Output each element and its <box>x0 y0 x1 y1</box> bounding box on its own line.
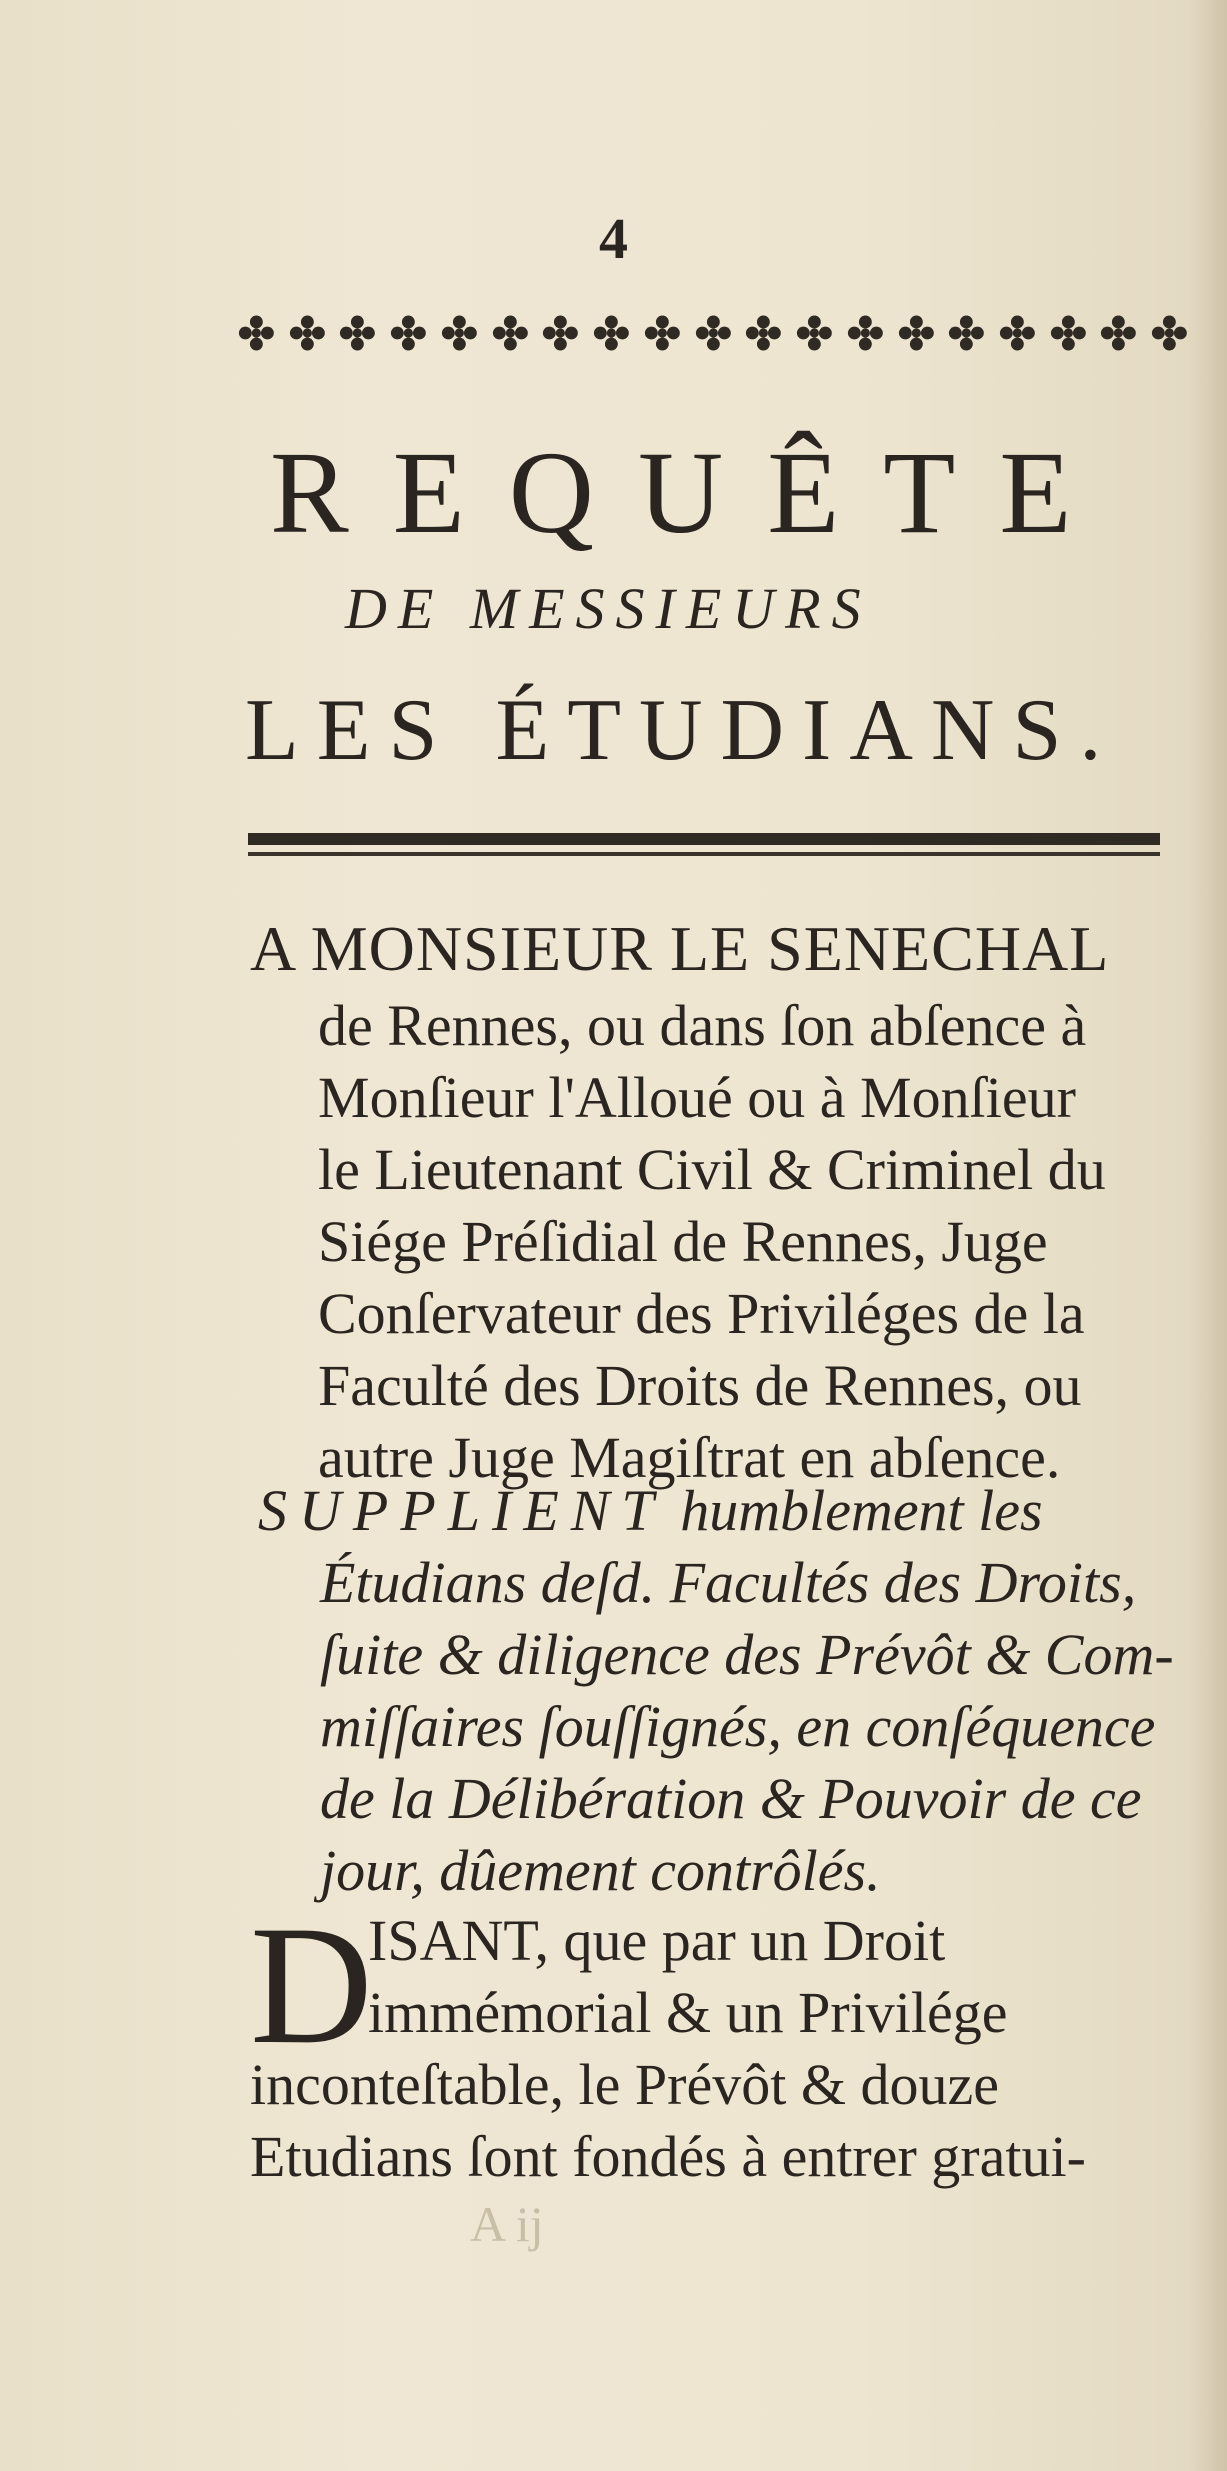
fleuron-ornament-icon <box>745 311 782 355</box>
page-number: 4 <box>599 206 628 271</box>
fleuron-ornament-icon <box>542 311 579 355</box>
supplication-lead-word: SUPPLIENT <box>258 1478 666 1543</box>
body-paragraph <box>250 1891 1190 2193</box>
body-line: ISANT, que par un Droit <box>368 1908 946 1973</box>
fleuron-ornament-icon <box>339 311 376 355</box>
fleuron-ornament-icon <box>999 311 1036 355</box>
address-heading: A MONSIEUR LE SENECHAL <box>250 913 1110 984</box>
title-main: REQUÊTE <box>270 427 1116 558</box>
fleuron-ornament-icon <box>593 311 630 355</box>
title-subtitle: DE MESSIEURS <box>345 576 872 641</box>
supplication-paragraph <box>258 1475 1188 1907</box>
title-line-three: LES ÉTUDIANS. <box>245 682 1120 779</box>
address-line: Conſervateur des Priviléges de la <box>318 1281 1085 1346</box>
double-rule-thick <box>248 833 1160 845</box>
fleuron-ornament-icon <box>695 311 732 355</box>
fleuron-ornament-icon <box>898 311 935 355</box>
fleuron-ornament-icon <box>796 311 833 355</box>
address-body <box>318 990 1198 1494</box>
fleuron-ornament-icon <box>441 311 478 355</box>
fleuron-ornament-icon <box>289 311 326 355</box>
supplication-first-line-rest: humblement les <box>665 1478 1043 1543</box>
address-line: Siége Préſidial de Rennes, Juge <box>318 1209 1048 1274</box>
fleuron-ornament-icon <box>390 311 427 355</box>
address-line: de Rennes, ou dans ſon abſence à <box>318 993 1087 1058</box>
fleuron-ornament-icon <box>492 311 529 355</box>
fleuron-ornament-icon <box>1151 311 1188 355</box>
signature-mark: A ij <box>470 2196 544 2252</box>
supplication-line: jour, dûement contrôlés. <box>320 1838 881 1903</box>
address-line: le Lieutenant Civil & Criminel du <box>318 1137 1106 1202</box>
drop-capital: D <box>250 1891 373 2079</box>
fleuron-ornament-icon <box>238 311 275 355</box>
body-line: Etudians ſont fondés à entrer gratui- <box>250 2124 1086 2189</box>
fleuron-ornament-icon <box>847 311 884 355</box>
address-line: Faculté des Droits de Rennes, ou <box>318 1353 1082 1418</box>
body-line: inconteſtable, le Prévôt & douze <box>250 2052 999 2117</box>
supplication-line: de la Délibération & Pouvoir de ce <box>320 1766 1142 1831</box>
fleuron-ornament-icon <box>1050 311 1087 355</box>
body-line: immémorial & un Privilége <box>368 1980 1008 2045</box>
double-rule-thin <box>248 852 1160 856</box>
fleuron-ornament-icon <box>644 311 681 355</box>
address-line: autre Juge Magiſtrat en abſence. <box>318 1425 1061 1490</box>
supplication-line: Étudians deſd. Facultés des Droits, <box>320 1550 1137 1615</box>
address-line: Monſieur l'Alloué ou à Monſieur <box>318 1065 1076 1130</box>
fleuron-ornament-icon <box>1100 311 1137 355</box>
supplication-first-line <box>258 1475 1188 1547</box>
supplication-line: ſuite & diligence des Prévôt & Com- <box>320 1622 1174 1687</box>
fleuron-ornament-icon <box>948 311 985 355</box>
ornament-band <box>238 298 1188 368</box>
supplication-line: miſſaires ſouſſignés, en conſéquence <box>320 1694 1156 1759</box>
